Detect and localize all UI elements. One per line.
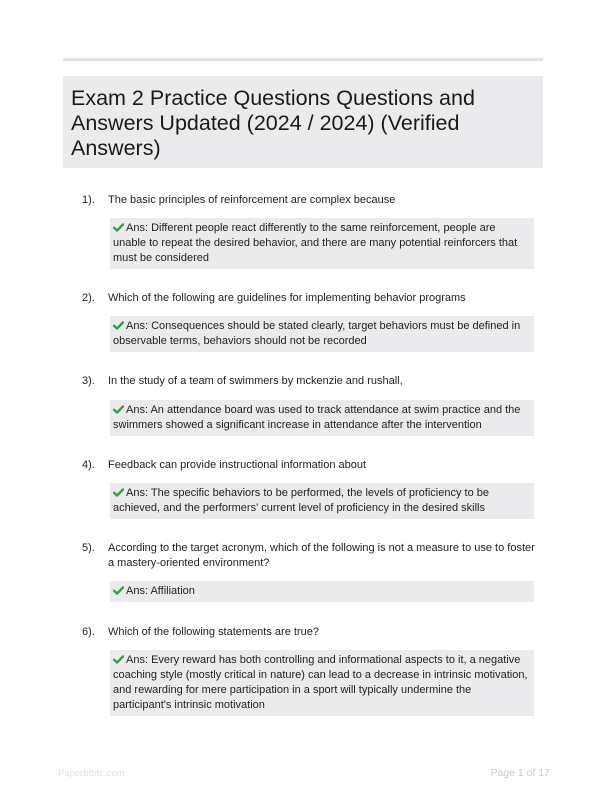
question-text: The basic principles of reinforcement are complex because — [108, 194, 396, 206]
question-number: 5). — [82, 542, 95, 554]
check-icon — [113, 405, 124, 414]
question-text: Which of the following statements are true? — [108, 626, 319, 638]
document-title: Exam 2 Practice Questions Questions and Answers Updated (2024 / 2024) (Verified Answers) — [71, 86, 475, 160]
answer-box — [110, 316, 534, 352]
answer-box — [110, 483, 534, 519]
answer-text: Ans: An attendance board was used to track attendance at swim practice and the swimmers showed a significant increase in attendance after the intervention — [113, 404, 521, 431]
answer-box — [110, 400, 534, 436]
answer-box — [110, 218, 534, 269]
question-number: 3). — [82, 375, 95, 387]
answer-text: Ans: Different people react differently to the same reinforcement, people are unable to repeat the desired behavior, and there are many potential reinforcers that must be considered — [113, 222, 518, 264]
check-icon — [113, 655, 124, 664]
question-number: 6). — [82, 626, 95, 638]
question-text: According to the target acronym, which of the following is not a measure to use to foster a mastery-oriented environment? — [108, 542, 535, 569]
question-number: 2). — [82, 292, 95, 304]
question-number: 1). — [82, 194, 95, 206]
answer-box — [110, 650, 534, 716]
answer-box — [110, 581, 534, 602]
check-icon — [113, 488, 124, 497]
page-indicator: Page 1 of 17 — [490, 767, 550, 779]
check-icon — [113, 586, 124, 595]
question-text: Feedback can provide instructional information about — [108, 459, 367, 471]
answer-text: Ans: The specific behaviors to be performed, the levels of proficiency to be achieved, and the performers' current level of proficiency in the desired skills — [113, 487, 489, 514]
question-text: Which of the following are guidelines for implementing behavior programs — [108, 292, 466, 304]
answer-text: Ans: Affiliation — [126, 585, 195, 597]
check-icon — [113, 321, 124, 330]
answer-text: Ans: Consequences should be stated clearly, target behaviors must be defined in observable terms, behaviors should not be recorded — [113, 320, 521, 347]
check-icon — [113, 223, 124, 232]
top-divider — [63, 58, 543, 61]
answer-text: Ans: Every reward has both controlling and informational aspects to it, a negative coaching style (mostly critical in nature) can lead to a decrease in intrinsic motivation, and rewarding for mere participation in a sport will typically undermine the participant's intrinsic motivation — [113, 654, 528, 711]
question-text: In the study of a team of swimmers by mckenzie and rushall, — [108, 375, 403, 387]
title-banner — [63, 76, 543, 168]
question-number: 4). — [82, 459, 95, 471]
footer-watermark: Paperbtbtc.com — [58, 768, 125, 779]
